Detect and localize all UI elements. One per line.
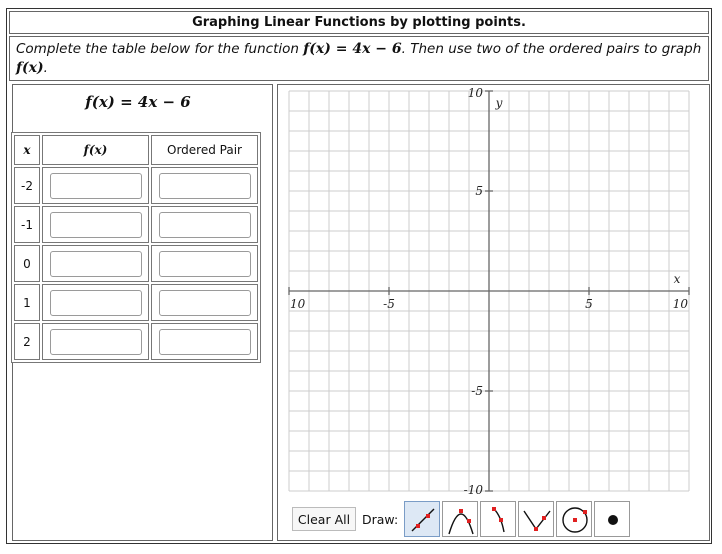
x-tick-label-10: 10 [672,297,688,311]
function-label: f(x) = 4x − 6 [85,93,191,111]
sqrt-tool-button[interactable] [480,501,516,537]
line-icon [405,502,441,538]
x-value: -2 [14,167,40,204]
absolute-value-icon [519,502,555,538]
circle-icon [557,502,593,538]
point-tool-button[interactable] [594,501,630,537]
fx-input-row-5[interactable] [50,329,142,355]
x-value: 1 [14,284,40,321]
pair-input-row-4[interactable] [159,290,251,316]
instructions-function-end: f(x) [16,60,44,76]
sqrt-icon [481,502,517,538]
absolute-value-tool-button[interactable] [518,501,554,537]
line-tool-button[interactable] [404,501,440,537]
x-value: -1 [14,206,40,243]
table-row [14,284,258,321]
header-fx: f(x) [42,135,149,165]
instructions-period: . [43,60,48,76]
pair-input-row-3[interactable] [159,251,251,277]
pair-input-row-5[interactable] [159,329,251,355]
y-tick-label-neg5: -5 [471,384,483,398]
x-tick-label-neg5: -5 [383,297,395,311]
instructions-suffix: . Then use two of the ordered pairs to graph [401,41,702,57]
fx-input-row-3[interactable] [50,251,142,277]
x-tick-label-neg10: 10 [290,297,306,311]
y-tick-label-5: 5 [475,184,483,198]
instructions [9,36,709,81]
values-table [11,132,261,363]
circle-tool-button[interactable] [556,501,592,537]
x-value: 0 [14,245,40,282]
clear-all-button[interactable]: Clear All [292,507,356,531]
y-tick-label-10: 10 [467,86,483,100]
fx-input-row-2[interactable] [50,212,142,238]
fx-input-row-4[interactable] [50,290,142,316]
coordinate-grid[interactable] [277,84,693,496]
x-tick-label-5: 5 [585,297,593,311]
problem-title: Graphing Linear Functions by plotting points. [9,11,709,34]
y-tick-label-neg10: -10 [463,483,483,496]
parabola-tool-button[interactable] [442,501,478,537]
header-ordered-pair: Ordered Pair [151,135,258,165]
point-icon [595,502,631,538]
table-row [14,206,258,243]
table-row [14,245,258,282]
parabola-icon [443,502,479,538]
table-row [14,323,258,360]
x-value: 2 [14,323,40,360]
x-axis-label: x [673,272,681,286]
fx-input-row-1[interactable] [50,173,142,199]
pair-input-row-1[interactable] [159,173,251,199]
table-row [14,167,258,204]
header-x: x [14,135,40,165]
instructions-function: f(x) = 4x − 6 [303,41,402,57]
instructions-prefix: Complete the table below for the function [16,41,299,57]
table-header-row [14,135,258,165]
pair-input-row-2[interactable] [159,212,251,238]
y-axis-label: y [495,96,503,110]
draw-label: Draw: [362,512,399,527]
